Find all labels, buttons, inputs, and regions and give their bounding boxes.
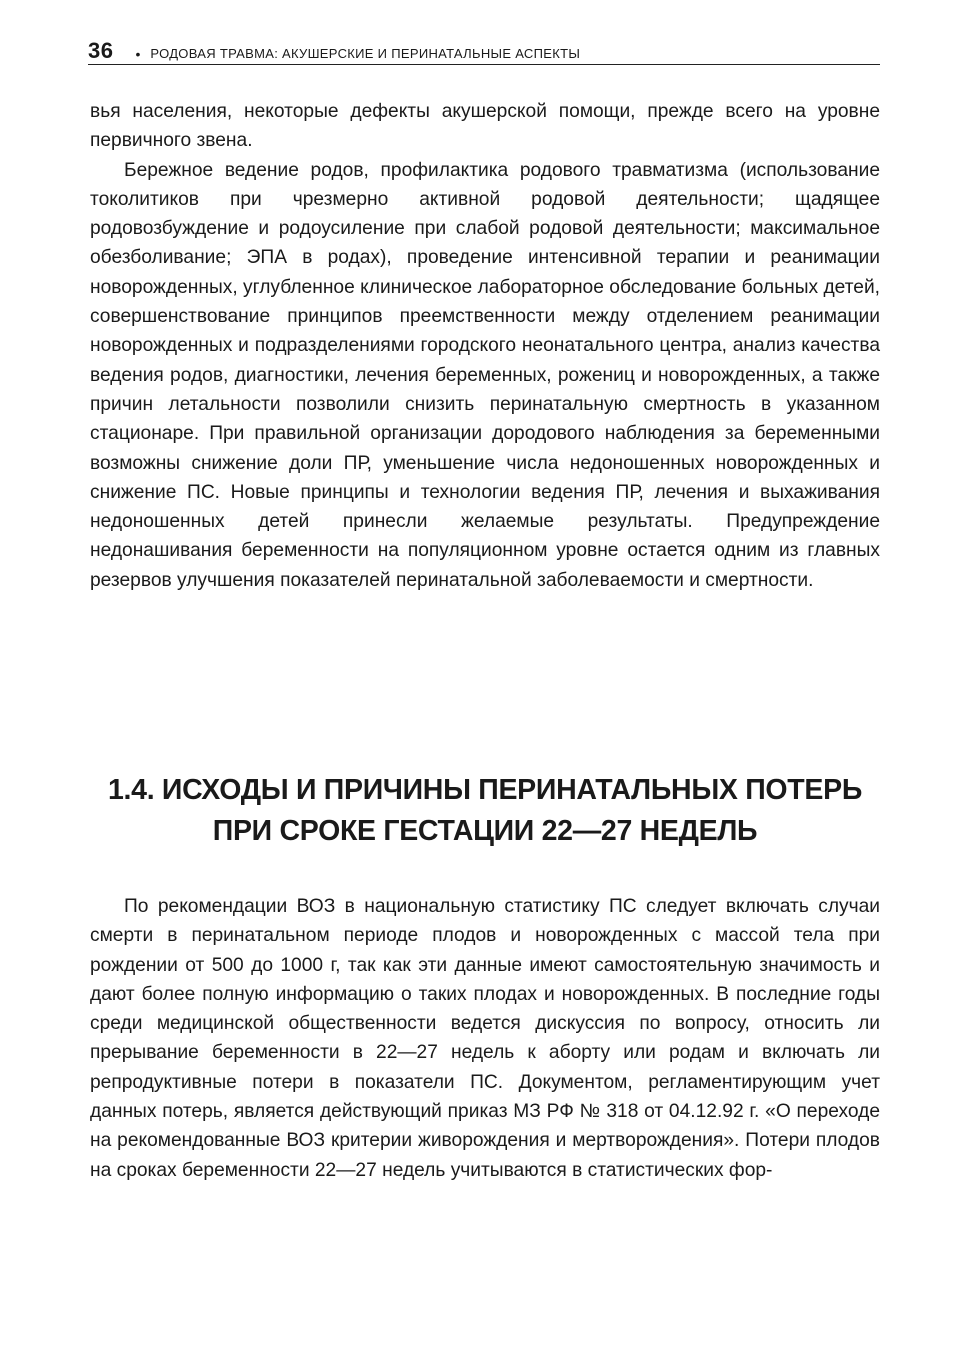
running-title: РОДОВАЯ ТРАВМА: АКУШЕРСКИЕ И ПЕРИНАТАЛЬНЫЕ АСПЕКТЫ <box>150 46 581 61</box>
paragraph: По рекомендации ВОЗ в национальную статистику ПС следует включать случаи смерти в перинатальном периоде плодов и новорожденных с массой тела при рождении от 500 до 1000 г, так как эти данные имеют самостоятельную значимость и дают более полную информацию о таких плодах и новорожденных. В последние годы среди медицинской общественности ведется дискуссия по вопросу, относить ли прерывание беременности в 22—27 недель к аборту или родам и включать ли репродуктивные потери в показатели ПС. Документом, регламентирующим учет данных потерь, является действующий приказ МЗ РФ № 318 от 04.12.92 г. «О переходе на рекомендованные ВОЗ критерии живорождения и мертворождения». Потери плодов на сроках беременности 22—27 недель учитываются в статистических фор- <box>90 896 880 1181</box>
paragraph-continuation: вья населения, некоторые дефекты акушерской помощи, прежде всего на уровне первичного звена. <box>90 101 880 152</box>
section-heading-line-2: ПРИ СРОКЕ ГЕСТАЦИИ 22—27 НЕДЕЛЬ <box>212 815 758 847</box>
body-text-top <box>90 97 880 595</box>
body-text-bottom <box>90 892 880 1185</box>
section-heading <box>90 770 880 852</box>
paragraph: Бережное ведение родов, профилактика родового травматизма (использование токолитиков при чрезмерно активной родовой деятельности; щадящее родовозбуждение и родоусиление при слабой родовой деятельности; максимальное обезболивание; ЭПА в родах), проведение интенсивной терапии и реанимации новорожденных, углубленное клиническое лабораторное обследование больных детей, совершенствование принципов преемственности между отделением реанимации новорожденных и подразделениями городского неонатального центра, анализ качества ведения родов, диагностики, лечения беременных, рожениц и новорожденных, а также причин летальности позволили снизить перинатальную смертность в указанном стационаре. При правильной организации дородового наблюдения за беременными возможны снижение доли ПР, уменьшение числа недоношенных новорожденных и снижение ПС. Новые принципы и технологии ведения ПР, лечения и выхаживания недоношенных детей принесли желаемые результаты. Предупреждение недонашивания беременности на популяционном уровне остается одним из главных резервов улучшения показателей перинатальной заболеваемости и смертности. <box>90 159 880 591</box>
running-head <box>88 34 880 65</box>
bullet-icon: • <box>135 46 141 62</box>
section-heading-line-1: 1.4. ИСХОДЫ И ПРИЧИНЫ ПЕРИНАТАЛЬНЫХ ПОТЕРЬ <box>107 774 863 806</box>
page-number: 36 <box>88 38 114 63</box>
